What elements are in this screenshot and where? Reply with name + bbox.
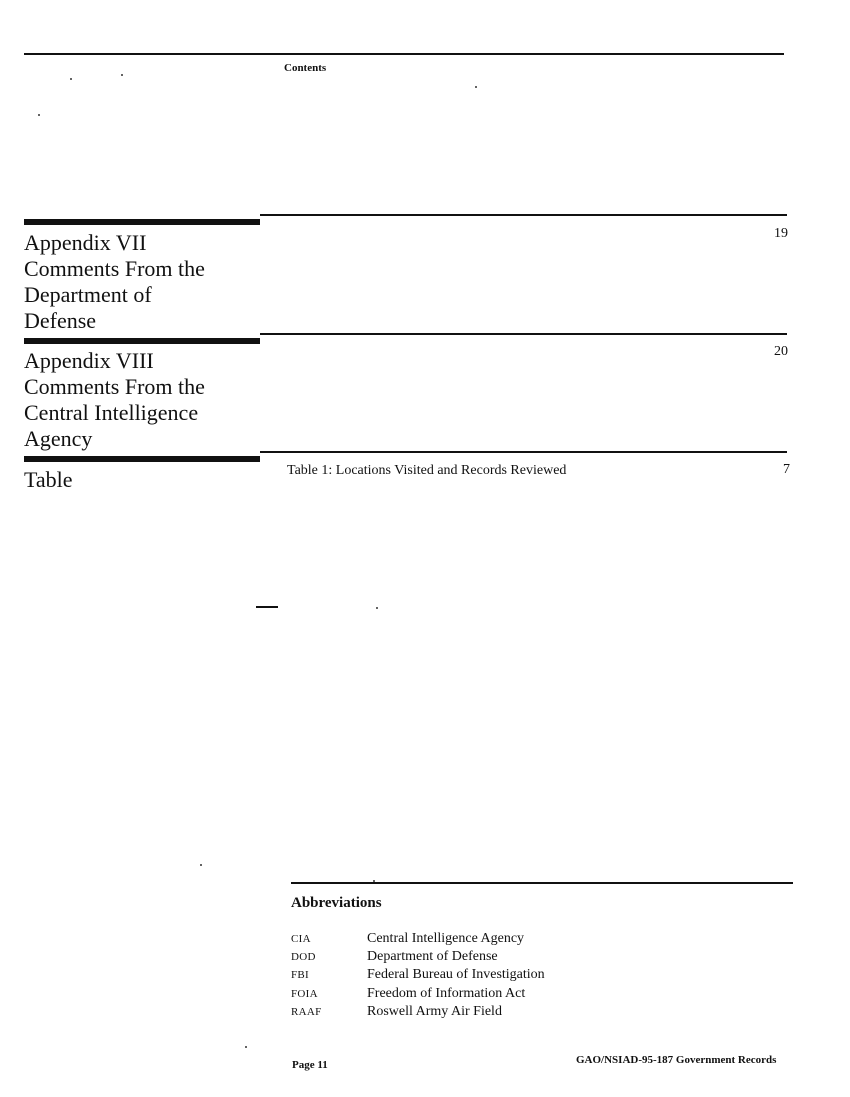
- section-title-appendix-vii: [24, 230, 264, 334]
- top-rule: [24, 53, 784, 55]
- section-title-line: Central Intelligence: [24, 400, 199, 425]
- scan-speck: [245, 1046, 247, 1048]
- footer-page-label: Page 11: [292, 1059, 328, 1071]
- scan-speck: [200, 864, 202, 866]
- page-number: 7: [783, 462, 790, 477]
- scan-speck: [475, 86, 477, 88]
- section-title-line: Agency: [24, 426, 93, 451]
- page-number: 20: [774, 344, 788, 359]
- section-thick-rule: [24, 338, 260, 344]
- abbreviation-definition: Roswell Army Air Field: [367, 1004, 502, 1019]
- page-number: 19: [774, 226, 788, 241]
- section-title-appendix-viii: [24, 348, 264, 452]
- toc-entry-table-1: Table 1: Locations Visited and Records Reviewed: [287, 463, 567, 478]
- abbreviation-row: [291, 1004, 611, 1022]
- abbreviation-row: [291, 949, 611, 967]
- section-title-line: Defense: [24, 308, 97, 333]
- abbreviation-code: DOD: [291, 951, 316, 963]
- section-thick-rule: [24, 219, 260, 225]
- abbreviation-definition: Freedom of Information Act: [367, 986, 526, 1001]
- scan-speck: [376, 607, 378, 609]
- abbreviation-code: CIA: [291, 933, 311, 945]
- scan-speck: [38, 114, 40, 116]
- section-title-table: [24, 467, 264, 493]
- page-header-label: Contents: [284, 62, 327, 74]
- abbreviation-code: FBI: [291, 969, 310, 981]
- section-thick-rule: [24, 456, 260, 462]
- section-title-line: Comments From the: [24, 374, 205, 399]
- abbreviation-row: [291, 967, 611, 985]
- section-thin-rule: [260, 214, 787, 216]
- abbreviation-code: FOIA: [291, 988, 318, 1000]
- section-thin-rule: [260, 333, 787, 335]
- section-title-line: Department of: [24, 282, 152, 307]
- scan-speck: [121, 74, 123, 76]
- abbreviation-code: RAAF: [291, 1006, 322, 1018]
- abbreviations-title: Abbreviations: [291, 895, 382, 911]
- section-title-line: Appendix VII: [24, 230, 147, 255]
- section-title-line: Appendix VIII: [24, 348, 154, 373]
- scan-mark: [256, 606, 278, 608]
- scan-speck: [70, 78, 72, 80]
- abbreviations-rule: [291, 882, 793, 884]
- abbreviation-definition: Federal Bureau of Investigation: [367, 967, 545, 982]
- abbreviation-definition: Department of Defense: [367, 949, 498, 964]
- footer-report-id: GAO/NSIAD-95-187 Government Records: [576, 1054, 777, 1066]
- section-title-line: Comments From the: [24, 256, 205, 281]
- section-title-line: Table: [24, 467, 73, 492]
- scan-speck: [373, 880, 375, 882]
- section-thin-rule: [260, 451, 787, 453]
- abbreviation-row: [291, 931, 611, 949]
- abbreviation-row: [291, 986, 611, 1004]
- abbreviation-definition: Central Intelligence Agency: [367, 931, 525, 946]
